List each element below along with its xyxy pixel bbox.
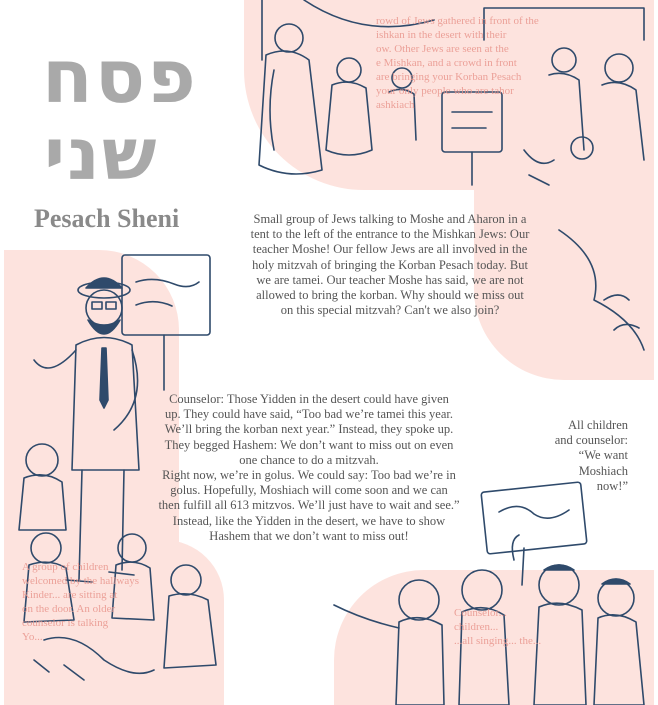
faint-top-line: ashkiach: [376, 99, 415, 111]
faint-right-line: children...: [454, 621, 499, 633]
chant-line: All children: [567, 418, 628, 432]
faint-left-line: welcomed by the hallways: [22, 575, 139, 587]
counselor-line: Counselor: Those Yidden in the desert could have given: [169, 392, 449, 406]
faint-left-line: A group of children: [22, 561, 109, 573]
counselor-speech: [144, 392, 474, 544]
faint-left-line: Yo...: [22, 631, 43, 643]
sign-board-left: [122, 255, 210, 390]
chant-line: now!”: [596, 478, 628, 493]
faint-top-line: are bringing your Korban Pesach: [376, 71, 522, 83]
faint-left-line: Kinder... are sitting at: [22, 589, 118, 601]
counselor-line: then fulfill all 613 mitzvos. We’ll just have to wait and see.”: [158, 498, 460, 513]
faint-left-line: counselor is talking: [22, 617, 109, 629]
children-chant-note: [524, 418, 628, 494]
counselor-line: They begged Hashem: We don’t want to miss out on even: [164, 437, 454, 452]
counselor-line: Instead, like the Yidden in the desert, we have to show: [172, 513, 446, 528]
english-title: Pesach Sheni: [34, 204, 180, 233]
chant-line: Moshiach: [578, 463, 628, 478]
faint-right-line: Counselor...: [454, 607, 507, 619]
faint-top-line: ow. Other Jews are seen at the: [376, 43, 509, 55]
document-page: [4, 0, 654, 705]
faint-top-line: ishkan in the desert with their: [376, 29, 507, 41]
chant-line: “We want: [578, 448, 628, 463]
counselor-line: Right now, we’re in golus. We could say: Too bad we’re in: [162, 468, 456, 483]
faint-left-text: [22, 560, 162, 644]
faint-left-line: on the door. An older: [22, 603, 116, 615]
faint-top-line: e Mishkan, and a crowd in front: [376, 57, 517, 69]
faint-top-text: [376, 14, 606, 112]
scene-description-paragraph: Small group of Jews talking to Moshe and Aharon in a tent to the left of the entrance to the Mishkan Jews: Our teacher Moshe! Our fellow Jews are all involved in the holy mitzvah of bringing the Korban Pesach today. But we are tamei. Our teacher Moshe has said, we are not allowed to bring the korban. Why should we miss out on this special mitzvah? Can't we also join?: [250, 212, 530, 318]
counselor-line: golus. Hopefully, Moshiach will come soon and we can: [170, 483, 448, 498]
faint-top-line: your only people who are tahor: [376, 85, 514, 97]
counselor-line: Hashem that we don’t want to miss out!: [209, 528, 409, 543]
counselor-line: up. They could have said, “Too bad we’re tamei this year.: [164, 407, 454, 422]
faint-top-line: rowd of Jews gathered in front of the: [376, 15, 539, 27]
counselor-line: one chance to do a mitzvah.: [239, 452, 379, 467]
chant-line: and counselor:: [554, 433, 628, 448]
counselor-line: We’ll bring the korban next year.” Instead, they spoke up.: [164, 422, 454, 437]
hebrew-title-line1: פסח: [42, 34, 198, 120]
faint-right-line: ...all singing... the...: [454, 635, 542, 647]
hebrew-title-line2: שני: [44, 112, 159, 196]
faint-right-text: [454, 606, 624, 648]
